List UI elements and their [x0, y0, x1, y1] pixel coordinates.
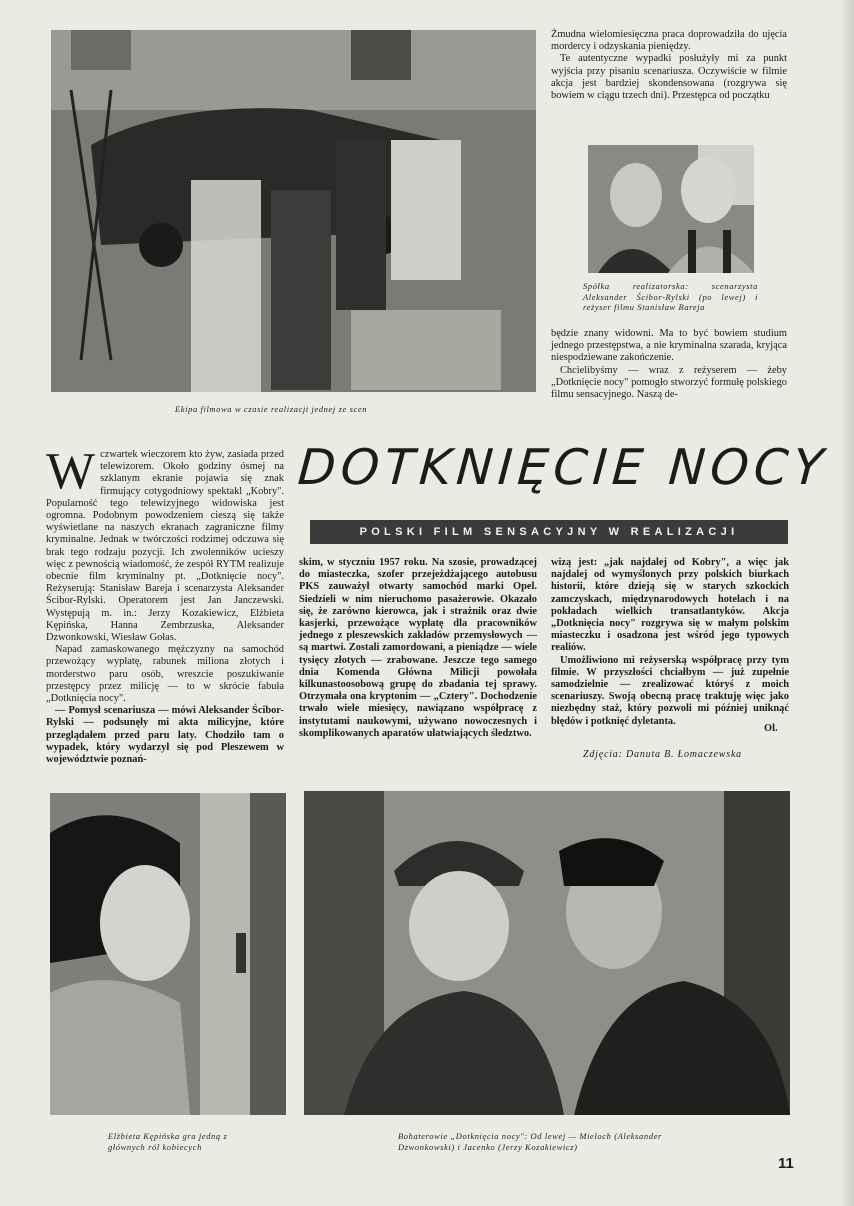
right-paragraph-1: wizą jest: „jak najdalej od Kobry", a więc jak najdalej od wymyślonych przy polskich biurkach historii, które dzieją się w starych szkockich zamczyskach, międzynarodowych hotelach i na pokładach wielkich transatlantyków. Akcja „Dotknięcia nocy" rozgrywa się w małym polskim miasteczku i osadzona jest wśród jego typowych realiów. [551, 557, 789, 654]
top-right-paragraph-1: Żmudna wielomiesięczna praca doprowadziła do ujęcia mordercy i odzyskania pieniędzy. [551, 29, 787, 53]
top-right-b-paragraph-1: będzie znany widowni. Ma to być bowiem studium jednego przestępstwa, a nie kryminalna szarada, kryjąca niespodziewane zakończenie. [551, 328, 787, 364]
intro-column [46, 443, 284, 766]
page-number: 11 [778, 1155, 794, 1172]
top-right-paragraph-2: Te autentyczne wypadki posłużyły mi za punkt wyjścia przy pisaniu scenariusza. Oczywiście w filmie akcja jest bardziej skondensowana (rozgrywa się bowiem w ciągu trzech dni). Przestępca od początku [551, 53, 787, 102]
author-signature: Ol. [764, 723, 778, 734]
top-right-column [551, 29, 787, 102]
actress-photo [50, 793, 286, 1115]
film-crew-photo [51, 30, 536, 392]
duo-caption: Spółka realizatorska: scenarzysta Aleksander Ścibor-Rylski (po lewej) i reżyser filmu Stanisław Bareja [583, 281, 758, 313]
middle-paragraph: skim, w styczniu 1957 roku. Na szosie, prowadzącej do miasteczka, szofer przejeżdżającego autobusu PKS zauważył otwarty samochód marki Opel. Siedzieli w nim nieruchomo pasażerowie. Okazało się, że zarówno kierowca, jak i strażnik oraz dwie kasjerki, przewożące wypłatę dla pracowników jednego z pleszewskich zakładów przemysłowych — są martwi. Zostali zamordowani, a pieniądze — wiele tysięcy złotych — zrabowane. Jeszcze tego samego dnia Komenda Główna Milicji powołała kilkunastoosobową grupę do zbadania tej sprawy. Otrzymała ona kryptonim — „Cztery". Dochodzenie trwało wiele miesięcy, nawiązano współpracę z instytutami naukowymi, używano nowoczesnych i skomplikowanych aparatów ułatwiających śledztwo. [299, 557, 537, 739]
intro-paragraph-3: — Pomysł scenariusza — mówi Aleksander Ścibor-Rylski — podsunęły mi akta milicyjne, które przeglądałem przed paru laty. Chodziło tam o wypadek, który wydarzył się pod Pleszewem w województwie poznań- [46, 705, 284, 766]
intro-paragraph-1: czwartek wieczorem kto żyw, zasiada przed telewizorem. Około godziny ósmej na szklanym ekranie pojawia się znak firmujący cotygodniowy spektakl „Kobry". Popularność tego telewizyjnego widowiska jest ogromna. Podobnym powodzeniem cieszą się także wyświetlane na naszych ekranach zagraniczne filmy kryminalne. Jednak w twórczości rodzimej odczuwa się brak tego rodzaju pozycji. Ich zwolenników ucieszy więc z pewnością wiadomość, że zespół RYTM realizuje obecnie film kryminalny pt. „Dotknięcie nocy". Reżyserują: Stanisław Bareja i scenarzysta Aleksander Ścibor-Rylski. Operatorem jest Jan Janczewski. Występują m. in.: Jerzy Kozakiewicz, Elżbieta Kępińska, Hanna Zembrzuska, Aleksander Dzwonkowski, Wiesław Gołas. [46, 449, 284, 644]
article-headline: DOTKNIĘCIE NOCY [296, 439, 831, 496]
duo-photo [588, 145, 754, 273]
heroes-caption: Bohaterowie „Dotknięcia nocy": Od lewej — Mieloch (Aleksander Dzwonkowski) i Jacenko (Jerzy Kozakiewicz) [398, 1131, 662, 1152]
photo-credit: Zdjęcia: Danuta B. Łomaczewska [583, 749, 742, 760]
heroes-photo [304, 791, 790, 1115]
top-right-b-paragraph-2: Chcielibyśmy — wraz z reżyserem — żeby „Dotknięcie nocy" pomogło stworzyć formułę polskiego filmu sensacyjnego. Naszą de- [551, 364, 787, 401]
right-paragraph-2: Umożliwiono mi reżyserską współpracę przy tym filmie. W przyszłości chciałbym — już zupełnie samodzielnie — zrealizować któryś z moich scenariuszy. Swoją obecną pracę traktuję więc jako niezbędny staż, który pozwoli mi później uniknąć błędów i potknięć dyletanta. [551, 654, 789, 727]
drop-cap: W [46, 443, 96, 500]
middle-column [299, 557, 537, 740]
actress-caption: Elżbieta Kępińska gra jedną z głównych ról kobiecych [108, 1131, 228, 1152]
film-crew-caption: Ekipa filmowa w czasie realizacji jednej ze scen [175, 404, 368, 414]
article-subheadline: POLSKI FILM SENSACYJNY W REALIZACJI [310, 520, 788, 544]
top-right-column-b [551, 328, 787, 401]
right-column [551, 557, 789, 728]
page-fold-shadow [840, 0, 854, 1206]
intro-paragraph-2: Napad zamaskowanego mężczyzny na samochód przewożący wypłatę, rabunek miliona złotych i morderstwo paru osób, wreszcie poszukiwanie przestępcy przez milicję — to w skrócie fabuła „Dotknięcia nocy". [46, 644, 284, 705]
